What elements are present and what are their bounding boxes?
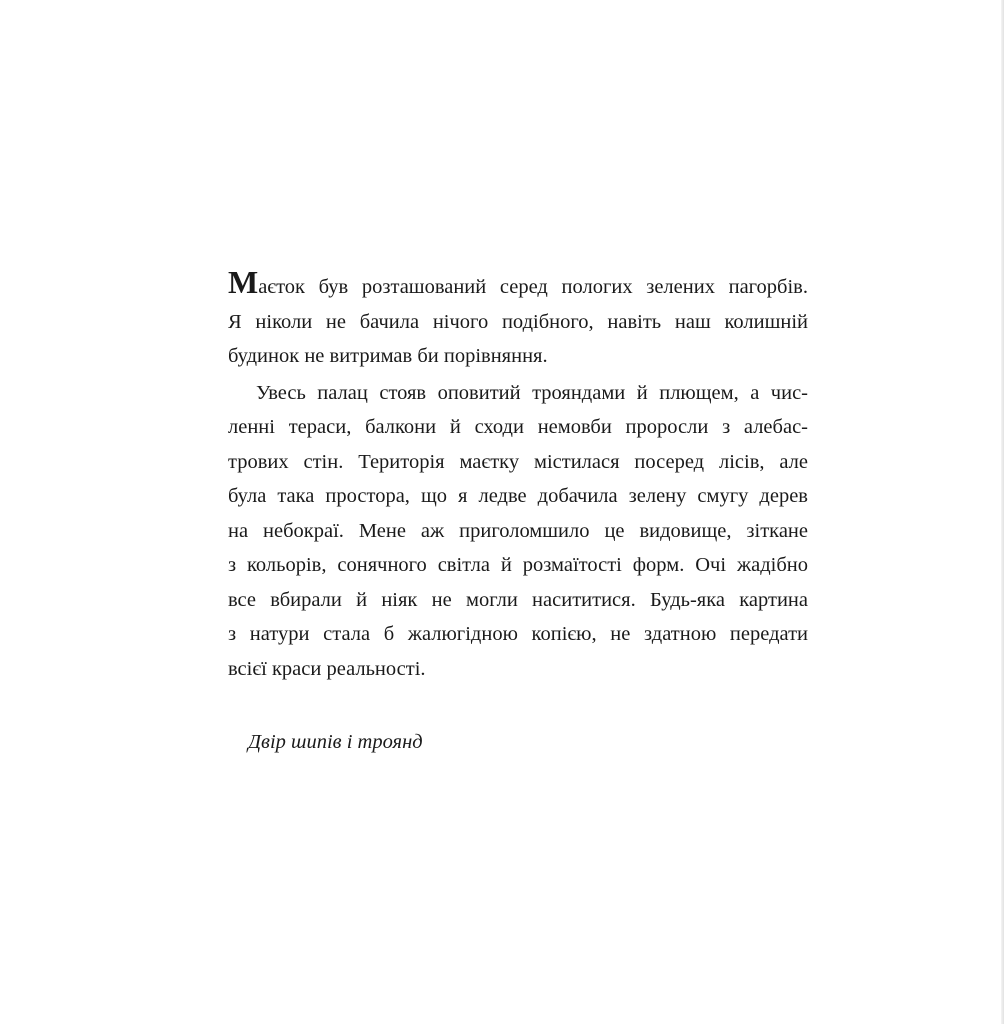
drop-cap: М <box>228 264 259 300</box>
text-line: все вбирали й ніяк не могли насититися. Будь-яка картина <box>228 588 808 611</box>
text-line: з кольорів, сонячного світла й розмаїтості форм. Очі жадібно <box>228 554 808 576</box>
text-line: Увесь палац стояв оповитий трояндами й плющем, а чис- <box>256 381 808 404</box>
text-line: трових стін. Територія маєтку містилася посеред лісів, але <box>228 450 808 473</box>
text-line: на небокраї. Мене аж приголомшило це видовище, зіткане <box>228 519 808 542</box>
text-line: Я ніколи не бачила нічого подібного, навіть наш колишній <box>228 310 808 333</box>
text-line: Маєток був розташований серед пологих зелених пагорбів. <box>228 264 808 300</box>
text-line: будинок не витримав би порівняння. <box>228 345 548 367</box>
text-line: була така простора, що я ледве добачила зелену смугу дерев <box>228 485 808 507</box>
epigraph-text <box>228 264 808 686</box>
text-line: всієї краси реальності. <box>228 657 426 680</box>
text-line: з натури стала б жалюгідною копією, не здатною передати <box>228 623 808 645</box>
text-line: ленні тераси, балкони й сходи немовби проросли з алебас- <box>228 416 808 438</box>
source-attribution: Двір шипів і троянд <box>248 731 423 753</box>
